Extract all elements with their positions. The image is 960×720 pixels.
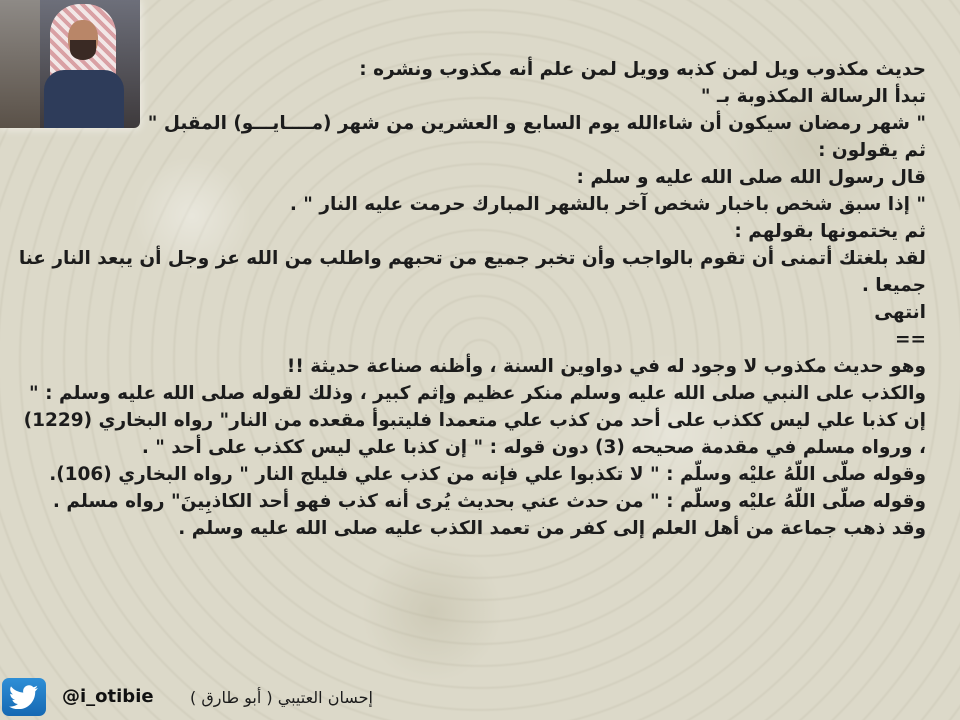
text-line: والكذب على النبي صلى الله عليه وسلم منكر عظيم وإثم كبير ، وذلك لقوله صلى الله عليه وسلم : " xyxy=(29,383,926,404)
twitter-bird-shape xyxy=(9,685,39,709)
twitter-bird-icon xyxy=(2,678,46,716)
twitter-handle: @i_otibie xyxy=(62,686,154,707)
text-line: وقد ذهب جماعة من أهل العلم إلى كفر من تعمد الكذب عليه صلى الله عليه وسلم . xyxy=(178,518,926,539)
text-line: وقوله صلّى اللّهُ عليْه وسلّم : " من حدث عني بحديث يُرى أنه كذب فهو أحد الكاذبِينَ" رواه مسلم . xyxy=(52,491,926,512)
text-line: == xyxy=(894,329,926,350)
text-line: لقد بلغتك أتمنى أن تقوم بالواجب وأن تخبر جميع من تحبهم واطلب من الله عز وجل أن يبعد النار عنا xyxy=(18,248,926,269)
text-line: قال رسول الله صلى الله عليه و سلم : xyxy=(576,167,926,188)
text-line: ثم يقولون : xyxy=(818,140,926,161)
text-line: تبدأ الرسالة المكذوبة بـ " xyxy=(700,86,926,107)
text-line: وقوله صلّى اللّهُ عليْه وسلّم : " لا تكذبوا علي فإنه من كذب علي فليلج النار " رواه البخاري (106). xyxy=(49,464,926,485)
article-text xyxy=(18,56,926,542)
text-line: حديث مكذوب ويل لمن كذبه وويل لمن علم أنه مكذوب ونشره : xyxy=(359,59,926,80)
text-line: انتهى xyxy=(874,302,926,323)
author-name: إحسان العتيبي ( أبو طارق ) xyxy=(190,688,373,707)
text-line: ، ورواه مسلم في مقدمة صحيحه (3) دون قوله : " إن كذبا علي ليس ككذب على أحد " . xyxy=(141,437,926,458)
text-line: ثم يختمونها بقولهم : xyxy=(734,221,926,242)
text-line: " إذا سبق شخص باخبار شخص آخر بالشهر المبارك حرمت عليه النار " . xyxy=(289,194,926,215)
text-line: وهو حديث مكذوب لا وجود له في دواوين السنة ، وأظنه صناعة حديثة !! xyxy=(286,356,926,377)
text-line: جميعا . xyxy=(861,275,926,296)
text-line: إن كذبا علي ليس ككذب على أحد من كذب علي متعمدا فليتبوأ مقعده من النار" رواه البخاري (1229) xyxy=(23,410,926,431)
photo-background-shelf xyxy=(0,0,40,128)
text-line: " شهر رمضان سيكون أن شاءالله يوم السابع و العشرين من شهر (مــــايـــو) المقبل " xyxy=(147,113,926,134)
